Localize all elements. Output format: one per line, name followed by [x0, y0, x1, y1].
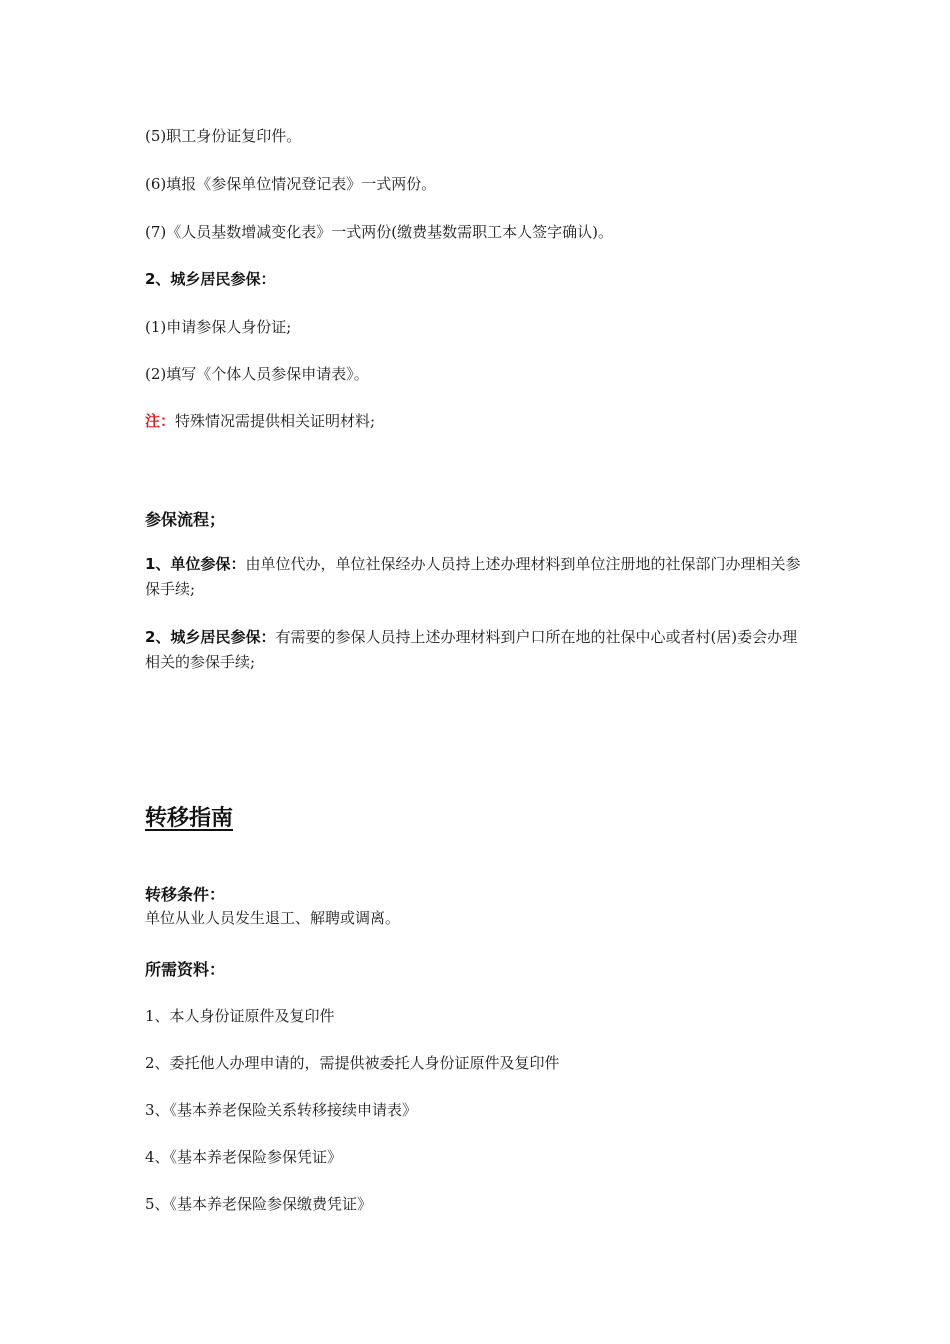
resident-insurance-heading: 2、城乡居民参保： [145, 270, 276, 288]
transfer-guide-title: 转移指南 [145, 806, 234, 831]
note-paragraph [145, 409, 375, 434]
required-doc-2: 2、委托他人办理申请的，需提供被委托人身份证原件及复印件 [145, 1054, 560, 1072]
process-resident-paragraph [145, 625, 810, 675]
process-resident-label: 2、城乡居民参保： [145, 628, 276, 646]
required-doc-5: 5、《基本养老保险参保缴费凭证》 [145, 1195, 373, 1213]
requirement-item-6: (6)填报《参保单位情况登记表》一式两份。 [145, 175, 437, 193]
transfer-condition-heading: 转移条件： [145, 885, 226, 904]
process-unit-text: 由单位代办，单位社保经办人员持上述办理材料到单位注册地的社保部门办理相关参保手续; [145, 555, 801, 598]
required-docs-heading: 所需资料： [145, 960, 226, 979]
note-text: 特殊情况需提供相关证明材料; [175, 412, 376, 430]
process-unit-label: 1、单位参保： [145, 555, 246, 573]
process-resident-text: 有需要的参保人员持上述办理材料到户口所在地的社保中心或者村(居)委会办理相关的参保手续; [145, 628, 798, 671]
required-doc-3: 3、《基本养老保险关系转移接续申请表》 [145, 1101, 418, 1119]
required-doc-1: 1、本人身份证原件及复印件 [145, 1007, 335, 1025]
resident-item-1: (1)申请参保人身份证; [145, 318, 292, 336]
requirement-item-7: (7)《人员基数增减变化表》一式两份(缴费基数需职工本人签字确认)。 [145, 223, 613, 241]
process-heading: 参保流程； [145, 510, 226, 529]
requirement-item-5: (5)职工身份证复印件。 [145, 127, 302, 145]
resident-item-2: (2)填写《个体人员参保申请表》。 [145, 365, 369, 383]
process-unit-paragraph [145, 552, 810, 602]
required-doc-4: 4、《基本养老保险参保凭证》 [145, 1148, 343, 1166]
transfer-condition-text: 单位从业人员发生退工、解聘或调离。 [145, 909, 401, 927]
note-label: 注： [145, 412, 176, 430]
